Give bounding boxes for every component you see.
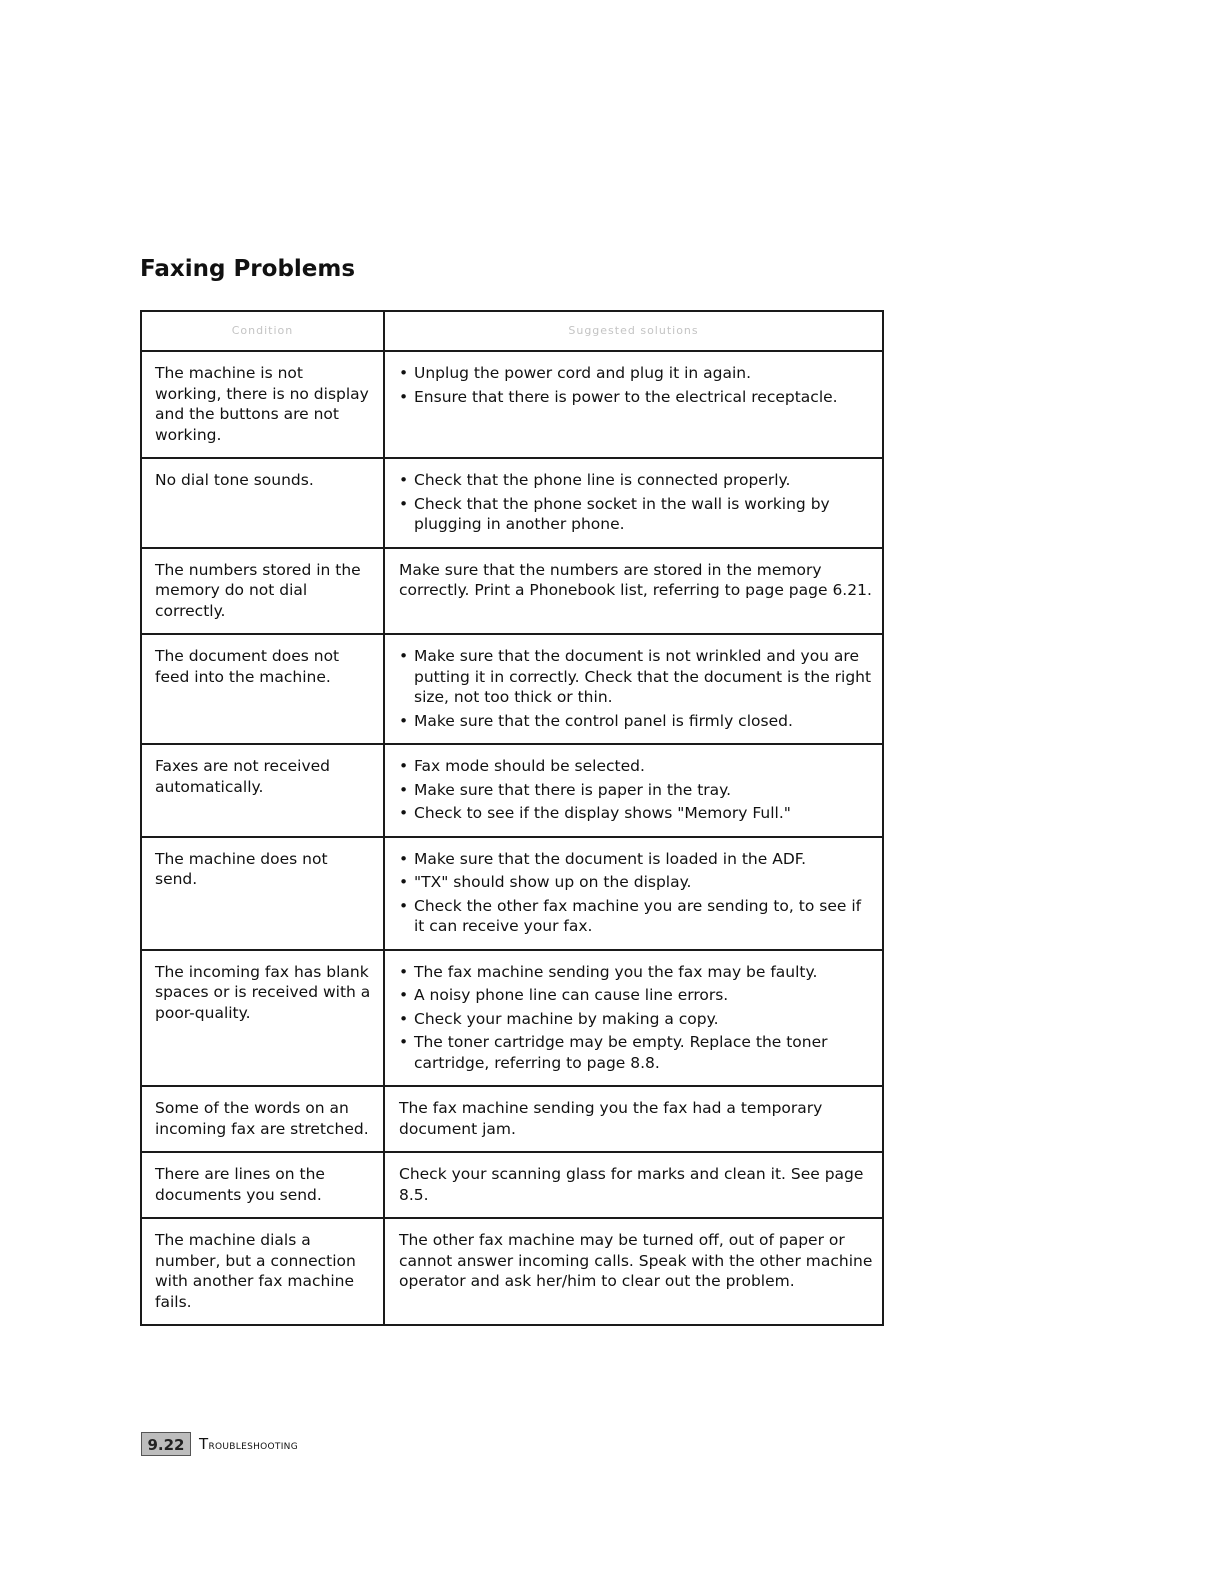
solution-list — [399, 756, 874, 824]
table-row — [141, 351, 883, 458]
troubleshooting-table — [140, 310, 884, 1326]
page-footer — [141, 1432, 298, 1456]
solution-list — [399, 849, 874, 937]
solution-list — [399, 470, 874, 535]
condition-cell: The numbers stored in the memory do not dial correctly. — [141, 548, 384, 635]
solution-cell: The fax machine sending you the fax had a temporary document jam. — [384, 1086, 883, 1152]
solution-cell — [384, 634, 883, 744]
condition-header: Condition — [141, 311, 384, 351]
page-title: Faxing Problems — [140, 256, 356, 282]
condition-cell: The incoming fax has blank spaces or is received with a poor-quality. — [141, 950, 384, 1087]
solution-list-item: • Ensure that there is power to the electrical receptacle. — [399, 387, 874, 408]
condition-cell: The machine dials a number, but a connection with another fax machine fails. — [141, 1218, 384, 1325]
table-row — [141, 1152, 883, 1218]
table-body — [141, 351, 883, 1325]
table-row — [141, 950, 883, 1087]
solution-list-item: • Make sure that there is paper in the tray. — [399, 780, 874, 801]
condition-cell: The document does not feed into the machine. — [141, 634, 384, 744]
table-row — [141, 458, 883, 548]
table-row — [141, 744, 883, 837]
condition-cell: Faxes are not received automatically. — [141, 744, 384, 837]
solution-cell: Make sure that the numbers are stored in the memory correctly. Print a Phonebook list, referring to page page 6.21. — [384, 548, 883, 635]
solution-header: Suggested solutions — [384, 311, 883, 351]
solution-list-item: • The toner cartridge may be empty. Replace the toner cartridge, referring to page 8.8. — [399, 1032, 874, 1073]
solution-cell — [384, 351, 883, 458]
solution-list-item: • Make sure that the document is not wrinkled and you are putting it in correctly. Check that the document is the right size, not too thick or thin. — [399, 646, 874, 708]
solution-list-item: • Check the other fax machine you are sending to, to see if it can receive your fax. — [399, 896, 874, 937]
table-row — [141, 1086, 883, 1152]
table-row — [141, 837, 883, 950]
solution-list-item: • Check to see if the display shows "Memory Full." — [399, 803, 874, 824]
condition-cell: No dial tone sounds. — [141, 458, 384, 548]
solution-cell: The other fax machine may be turned off, out of paper or cannot answer incoming calls. Speak with the other machine operator and ask her/him to clear out the problem. — [384, 1218, 883, 1325]
page-number-badge: 9.22 — [141, 1432, 191, 1456]
section-name: Troubleshooting — [199, 1435, 298, 1453]
solution-list-item: • Check your machine by making a copy. — [399, 1009, 874, 1030]
solution-list-item: • The fax machine sending you the fax may be faulty. — [399, 962, 874, 983]
solution-list — [399, 962, 874, 1074]
solution-list-item: • Check that the phone socket in the wall is working by plugging in another phone. — [399, 494, 874, 535]
solution-list-item: • Make sure that the document is loaded in the ADF. — [399, 849, 874, 870]
solution-list-item: • Unplug the power cord and plug it in again. — [399, 363, 874, 384]
table-row — [141, 634, 883, 744]
solution-cell — [384, 744, 883, 837]
solution-cell — [384, 458, 883, 548]
solution-cell — [384, 950, 883, 1087]
solution-list — [399, 363, 874, 407]
table-header-row — [141, 311, 883, 351]
solution-list-item: • A noisy phone line can cause line errors. — [399, 985, 874, 1006]
solution-list — [399, 646, 874, 731]
table-row — [141, 1218, 883, 1325]
condition-cell: Some of the words on an incoming fax are stretched. — [141, 1086, 384, 1152]
solution-list-item: • Make sure that the control panel is firmly closed. — [399, 711, 874, 732]
condition-cell: There are lines on the documents you send. — [141, 1152, 384, 1218]
condition-cell: The machine is not working, there is no display and the buttons are not working. — [141, 351, 384, 458]
solution-list-item: • "TX" should show up on the display. — [399, 872, 874, 893]
solution-list-item: • Check that the phone line is connected properly. — [399, 470, 874, 491]
solution-cell: Check your scanning glass for marks and clean it. See page 8.5. — [384, 1152, 883, 1218]
solution-list-item: • Fax mode should be selected. — [399, 756, 874, 777]
table-row — [141, 548, 883, 635]
condition-cell: The machine does not send. — [141, 837, 384, 950]
solution-cell — [384, 837, 883, 950]
